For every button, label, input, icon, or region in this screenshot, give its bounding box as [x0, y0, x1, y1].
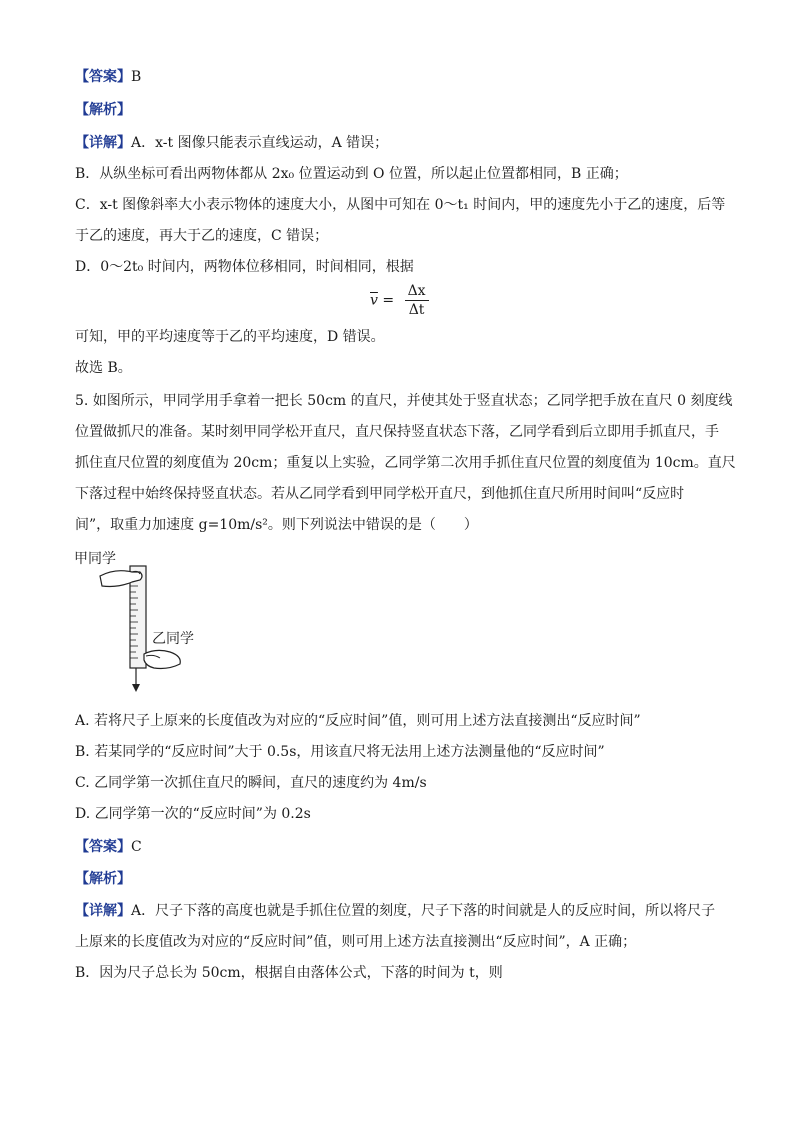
text-line	[75, 772, 725, 794]
line-text: 可知，甲的平均速度等于乙的平均速度，D 错误。	[75, 329, 385, 345]
text-line	[75, 962, 725, 984]
line-text: A. 若将尺子上原来的长度值改为对应的“反应时间”值，则可用上述方法直接测出“反应时间”	[75, 713, 641, 729]
line-text: A．x-t 图像只能表示直线运动，A 错误；	[131, 135, 389, 151]
formula-numerator: Δx	[405, 282, 429, 301]
line-text: 于乙的速度，再大于乙的速度，C 错误；	[75, 228, 329, 244]
text-line	[75, 132, 725, 154]
line-text: 5. 如图所示，甲同学用手拿着一把长 50cm 的直尺，并使其处于竖直状态；乙同学把手放在直尺 0 刻度线	[75, 393, 733, 409]
text-line	[75, 163, 725, 185]
figure-label-yi: 乙同学	[152, 631, 194, 647]
line-text: D．0～2t₀ 时间内，两物体位移相同，时间相同，根据	[75, 259, 414, 275]
text-line	[75, 900, 725, 922]
formula-lhs: $\overline{v}$	[370, 292, 378, 309]
line-text: 位置做抓尺的准备。某时刻甲同学松开直尺，直尺保持竖直状态下落，乙同学看到后立即用手抓直尺，手	[75, 424, 719, 440]
line-text: B	[131, 69, 142, 85]
section-tag: 【详解】	[75, 903, 131, 919]
text-line	[75, 256, 725, 278]
section-tag: 【详解】	[75, 135, 131, 151]
line-text: B. 若某同学的“反应时间”大于 0.5s，用该直尺将无法用上述方法测量他的“反应时间”	[75, 744, 605, 760]
section-tag: 【答案】	[75, 839, 131, 855]
section-tag: 【答案】	[75, 69, 131, 85]
ruler-figure	[70, 548, 210, 698]
line-text: D. 乙同学第一次的“反应时间”为 0.2s	[75, 806, 311, 822]
average-velocity-formula: $\overline{v}$ = $\frac{\Delta x}{\Delta t}$	[370, 282, 429, 319]
text-line	[75, 710, 725, 732]
text-line	[75, 225, 725, 247]
text-line	[75, 803, 725, 825]
text-line	[75, 194, 725, 216]
formula-fraction	[405, 282, 429, 319]
text-line	[75, 66, 725, 88]
text-line	[75, 931, 725, 953]
line-text: 上原来的长度值改为对应的“反应时间”值，则可用上述方法直接测出“反应时间”，A 正确；	[75, 934, 637, 950]
text-line	[75, 326, 725, 348]
line-text: B．因为尺子总长为 50cm，根据自由落体公式，下落的时间为 t，则	[75, 965, 503, 981]
text-line	[75, 452, 736, 474]
ruler-illustration	[70, 548, 210, 698]
line-text: C	[131, 839, 142, 855]
text-line	[75, 868, 725, 890]
section-tag: 【解析】	[75, 102, 131, 118]
line-text: 间”，取重力加速度 g=10m/s²。则下列说法中错误的是（ ）	[75, 517, 478, 533]
text-line	[75, 390, 733, 412]
text-line	[75, 514, 725, 536]
line-text: 下落过程中始终保持竖直状态。若从乙同学看到甲同学松开直尺，到他抓住直尺所用时间叫“反应时	[75, 486, 685, 502]
line-text: 故选 B。	[75, 360, 132, 376]
line-text: C. 乙同学第一次抓住直尺的瞬间，直尺的速度约为 4m/s	[75, 775, 427, 791]
text-line	[75, 421, 725, 443]
text-line	[75, 483, 725, 505]
line-text: B．从纵坐标可看出两物体都从 2x₀ 位置运动到 O 位置，所以起止位置都相同，B 正确；	[75, 166, 628, 182]
line-text: A．尺子下落的高度也就是手抓住位置的刻度，尺子下落的时间就是人的反应时间，所以将尺子	[131, 903, 716, 919]
figure-label-jia: 甲同学	[74, 551, 116, 567]
text-line	[75, 836, 725, 858]
text-line	[75, 357, 725, 379]
text-line	[75, 99, 725, 121]
formula-denominator: Δt	[408, 302, 425, 318]
text-line	[75, 741, 725, 763]
section-tag: 【解析】	[75, 871, 131, 887]
line-text: 抓住直尺位置的刻度值为 20cm；重复以上实验，乙同学第二次用手抓住直尺位置的刻度值为 10cm。直尺	[75, 455, 736, 471]
line-text: C．x-t 图像斜率大小表示物体的速度大小，从图中可知在 0～t₁ 时间内，甲的速度先小于乙的速度，后等	[75, 197, 726, 213]
